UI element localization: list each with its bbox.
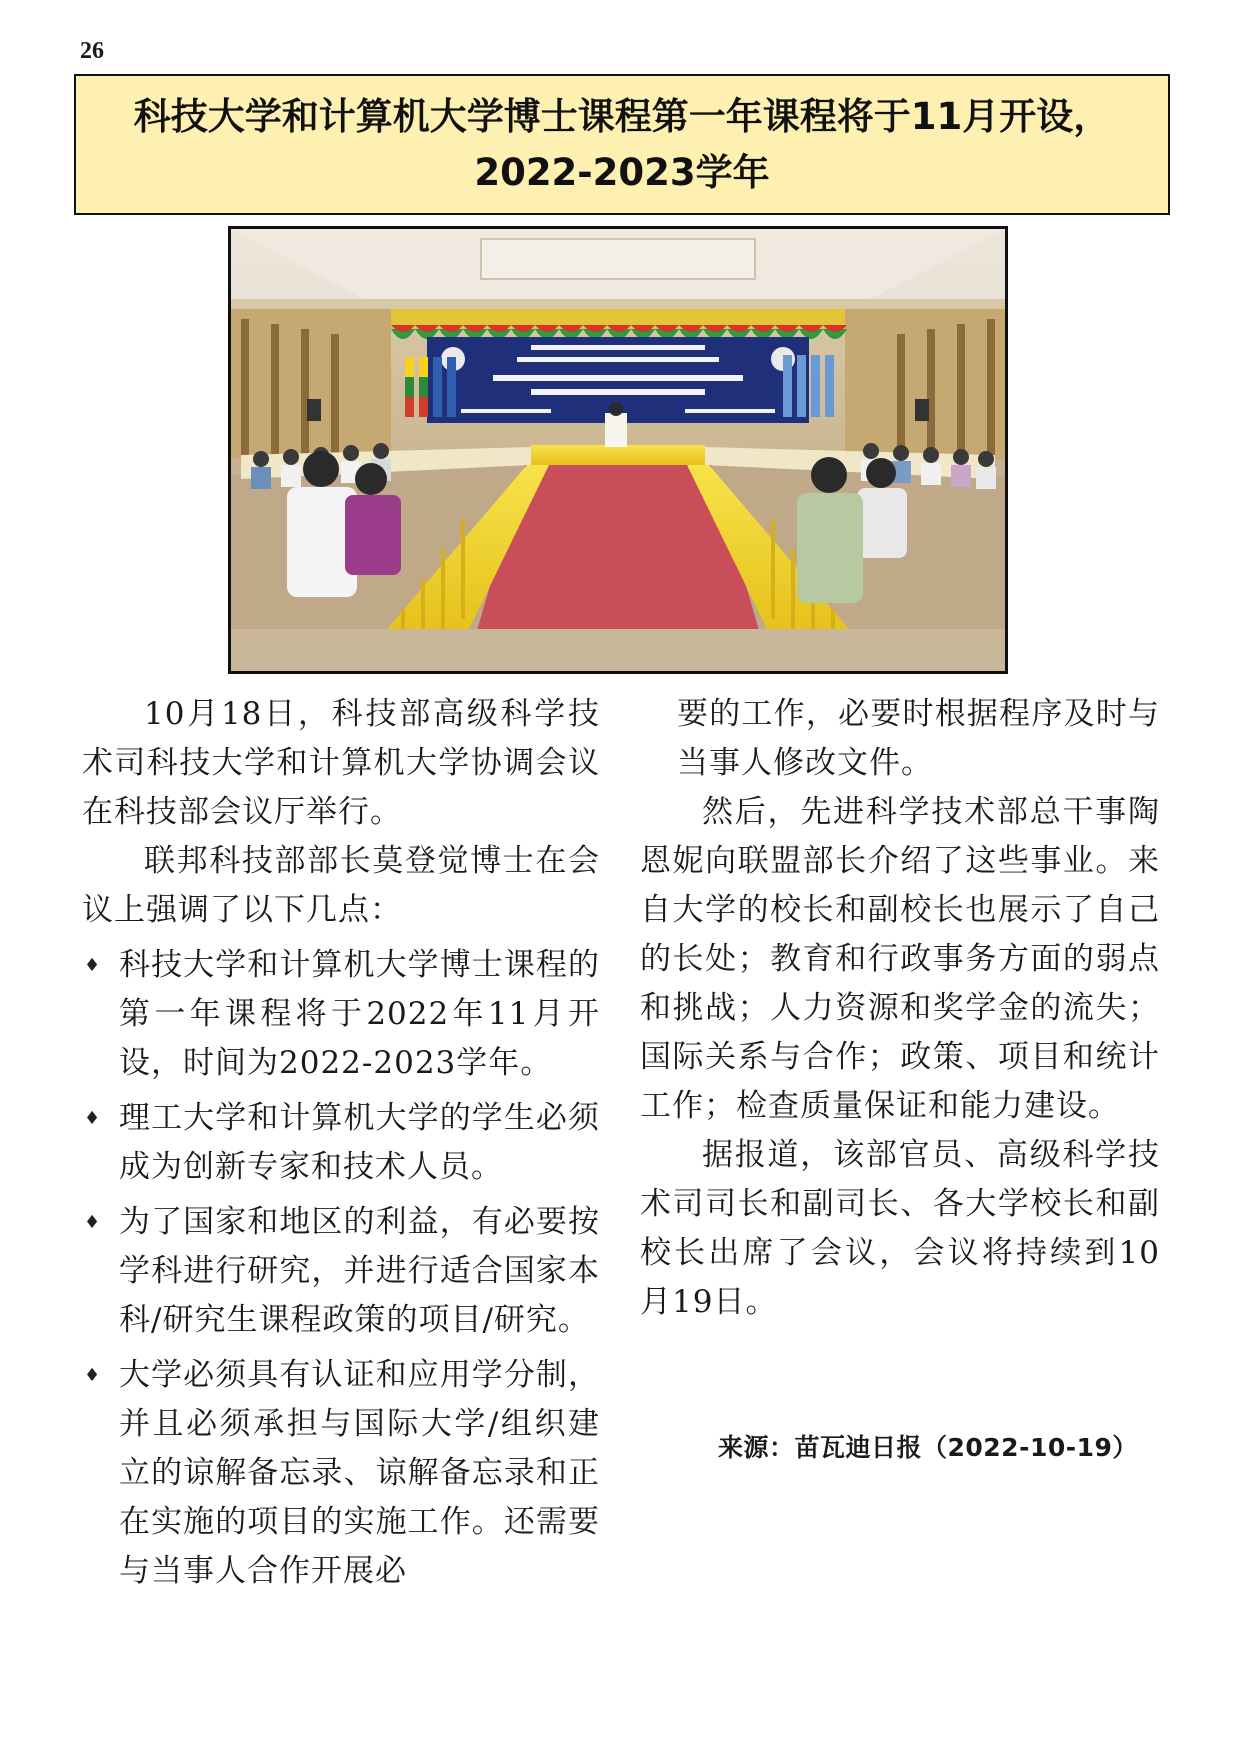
paragraph: 然后，先进科学技术部总干事陶恩妮向联盟部长介绍了这些事业。来自大学的校长和副校长也展示了自己的长处；教育和行政事务方面的弱点和挑战；人力资源和奖学金的流失；国际关系与合作；政策、项目和统计工作；检查质量保证和能力建设。 <box>640 794 1160 1124</box>
meeting-photo <box>228 226 1008 674</box>
paragraph: 10月18日，科技部高级科学技术司科技大学和计算机大学协调会议在科技部会议厅举行。 <box>82 696 600 830</box>
key-points-list <box>82 941 600 1596</box>
source-citation: 来源：苗瓦迪日报（2022-10-19） <box>718 1433 1138 1462</box>
diamond-bullet-icon: ♦ <box>84 955 102 976</box>
title-box <box>74 74 1170 215</box>
diamond-bullet-icon: ♦ <box>84 1212 102 1233</box>
diamond-bullet-icon: ♦ <box>84 1365 102 1386</box>
paragraph: 联邦科技部部长莫登觉博士在会议上强调了以下几点： <box>82 843 600 928</box>
bullet-continuation: 要的工作，必要时根据程序及时与当事人修改文件。 <box>677 696 1160 781</box>
list-item-text: 为了国家和地区的利益，有必要按学科进行研究，并进行适合国家本科/研究生课程政策的项目/研究。 <box>119 1204 600 1338</box>
page-number: 26 <box>80 38 104 64</box>
list-item-text: 理工大学和计算机大学的学生必须成为创新专家和技术人员。 <box>119 1100 600 1185</box>
paragraph: 据报道，该部官员、高级科学技术司司长和副司长、各大学校长和副校长出席了会议，会议将持续到10月19日。 <box>640 1137 1160 1320</box>
left-column <box>82 690 600 1596</box>
list-item <box>82 1351 600 1596</box>
list-item-text: 大学必须具有认证和应用学分制，并且必须承担与国际大学/组织建立的谅解备忘录、谅解备忘录和正在实施的项目的实施工作。还需要与当事人合作开展必 <box>119 1357 600 1589</box>
diamond-bullet-icon: ♦ <box>84 1108 102 1129</box>
article-title: 科技大学和计算机大学博士课程第一年课程将于11月开设，2022-2023学年 <box>133 94 1111 194</box>
list-item-text: 科技大学和计算机大学博士课程的第一年课程将于2022年11月开设，时间为2022-2023学年。 <box>119 947 600 1081</box>
meeting-hall-illustration <box>231 229 1005 671</box>
list-item <box>82 941 600 1088</box>
list-item <box>82 1094 600 1192</box>
list-item <box>82 1198 600 1345</box>
right-column <box>640 690 1160 1327</box>
